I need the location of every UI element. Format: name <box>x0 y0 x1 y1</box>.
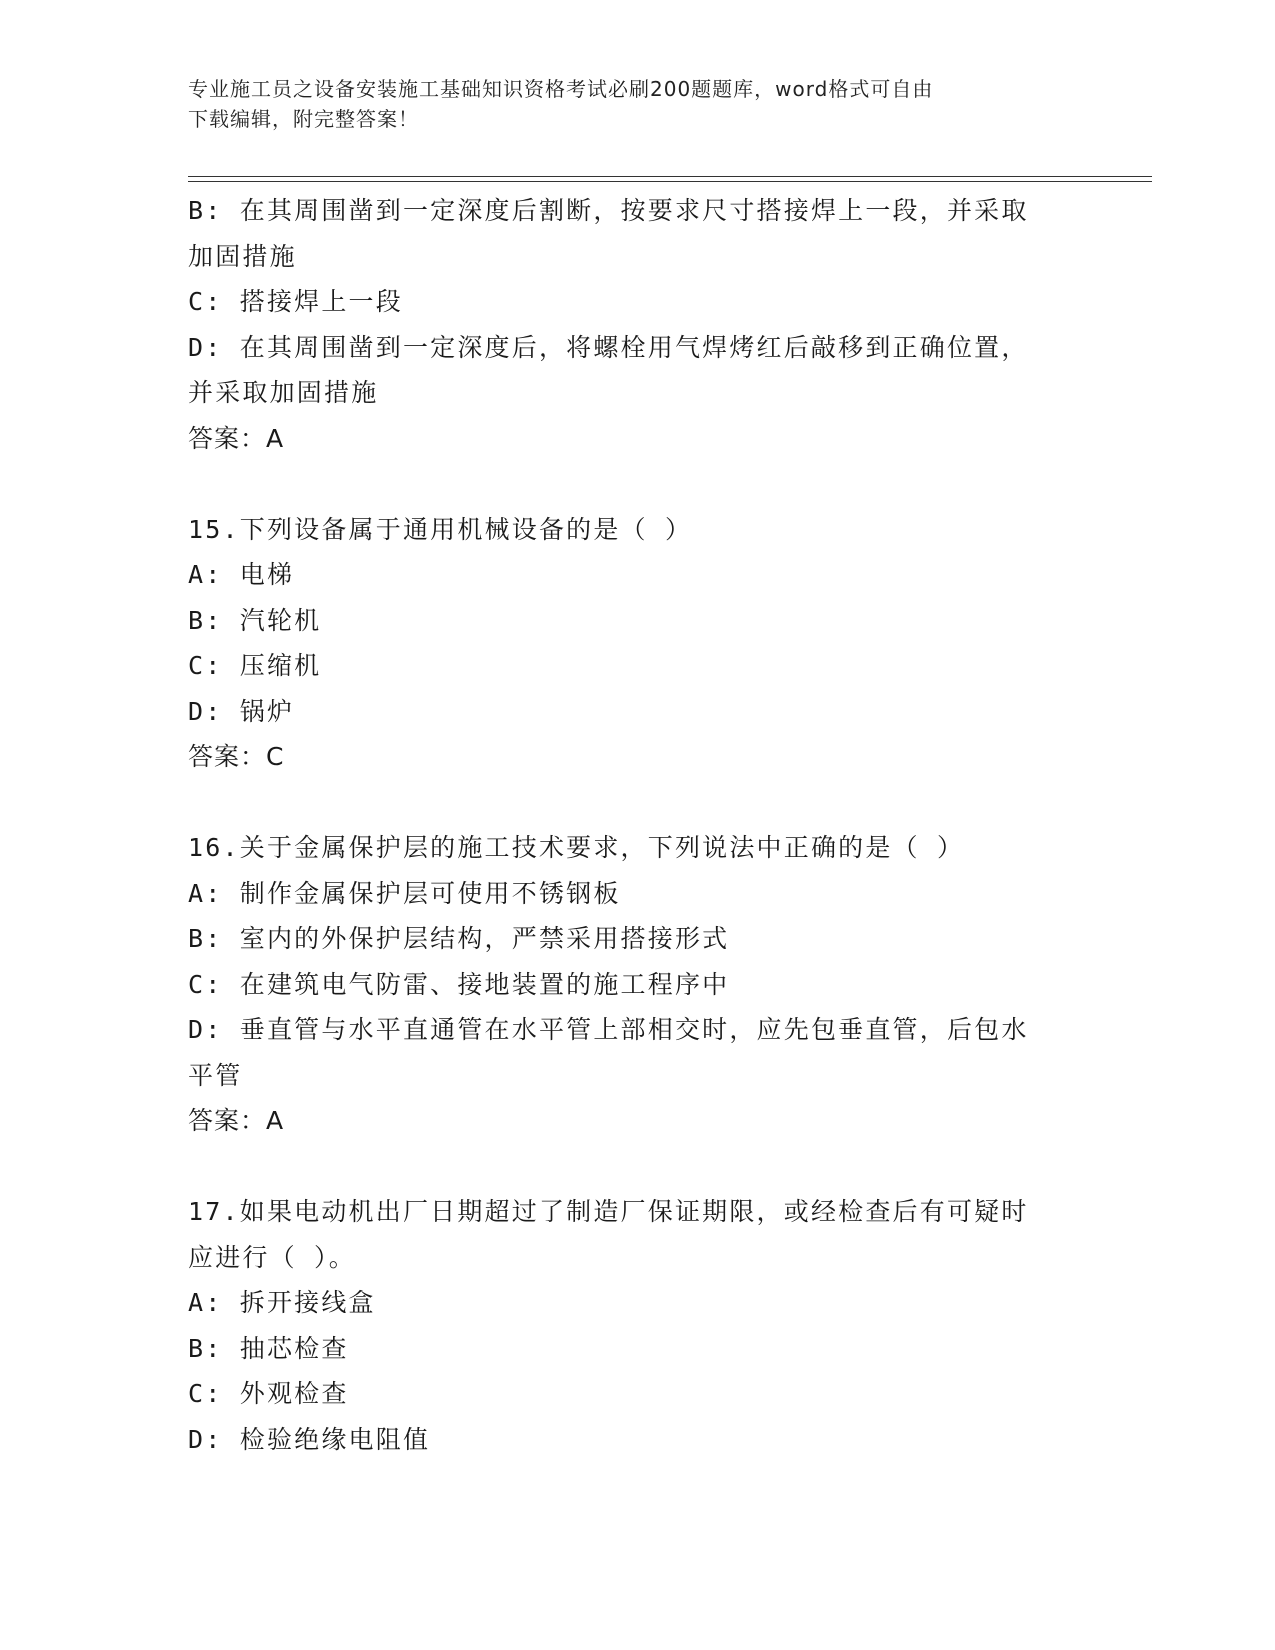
answer: 答案：A <box>188 423 285 453</box>
option-d-line-2: 平管 <box>188 1060 243 1090</box>
question-stem-line-2: 应进行（ ）。 <box>188 1242 356 1272</box>
option-d: D: 锅炉 <box>188 696 295 726</box>
option-a: A: 拆开接线盒 <box>188 1288 376 1317</box>
option-c: C: 搭接焊上一段 <box>188 287 403 316</box>
spacer <box>188 780 1088 826</box>
spacer <box>188 461 1088 507</box>
option-c: C: 外观检查 <box>188 1379 349 1408</box>
option-a: A: 电梯 <box>188 560 295 589</box>
option-d-line-2: 并采取加固措施 <box>188 378 379 407</box>
question-list <box>188 188 1088 1462</box>
question-17 <box>188 1189 1088 1462</box>
question-stem-line-1: 17.如果电动机出厂日期超过了制造厂保证期限，或经检查后有可疑时 <box>188 1197 1029 1226</box>
question-14-continued <box>188 188 1088 461</box>
header-title-line-1: 专业施工员之设备安装施工基础知识资格考试必刷200题题库，word格式可自由 <box>188 77 934 101</box>
option-d-line-1: D: 在其周围凿到一定深度后，将螺栓用气焊烤红后敲移到正确位置， <box>188 332 1029 362</box>
option-d: D: 检验绝缘电阻值 <box>188 1424 431 1454</box>
spacer <box>188 1144 1088 1190</box>
header-divider-top <box>188 176 1152 177</box>
option-b-line-2: 加固措施 <box>188 241 297 271</box>
option-c: C: 在建筑电气防雷、接地装置的施工程序中 <box>188 969 730 999</box>
question-stem: 16.关于金属保护层的施工技术要求，下列说法中正确的是（ ） <box>188 833 965 862</box>
page-header <box>188 74 1068 134</box>
header-divider-bottom <box>188 181 1152 182</box>
question-16 <box>188 825 1088 1144</box>
question-stem: 15.下列设备属于通用机械设备的是（ ） <box>188 514 693 544</box>
option-b: B: 室内的外保护层结构，严禁采用搭接形式 <box>188 924 730 953</box>
option-b: B: 抽芯检查 <box>188 1333 349 1363</box>
option-b: B: 汽轮机 <box>188 605 322 635</box>
option-c: C: 压缩机 <box>188 651 322 680</box>
option-b-line-1: B: 在其周围凿到一定深度后割断，按要求尺寸搭接焊上一段，并采取 <box>188 196 1029 225</box>
option-a: A: 制作金属保护层可使用不锈钢板 <box>188 878 621 908</box>
answer: 答案：A <box>188 1106 285 1135</box>
question-15 <box>188 507 1088 780</box>
option-d-line-1: D: 垂直管与水平直通管在水平管上部相交时，应先包垂直管，后包水 <box>188 1015 1029 1044</box>
header-title-line-2: 下载编辑，附完整答案！ <box>188 107 419 131</box>
answer: 答案：C <box>188 742 285 771</box>
